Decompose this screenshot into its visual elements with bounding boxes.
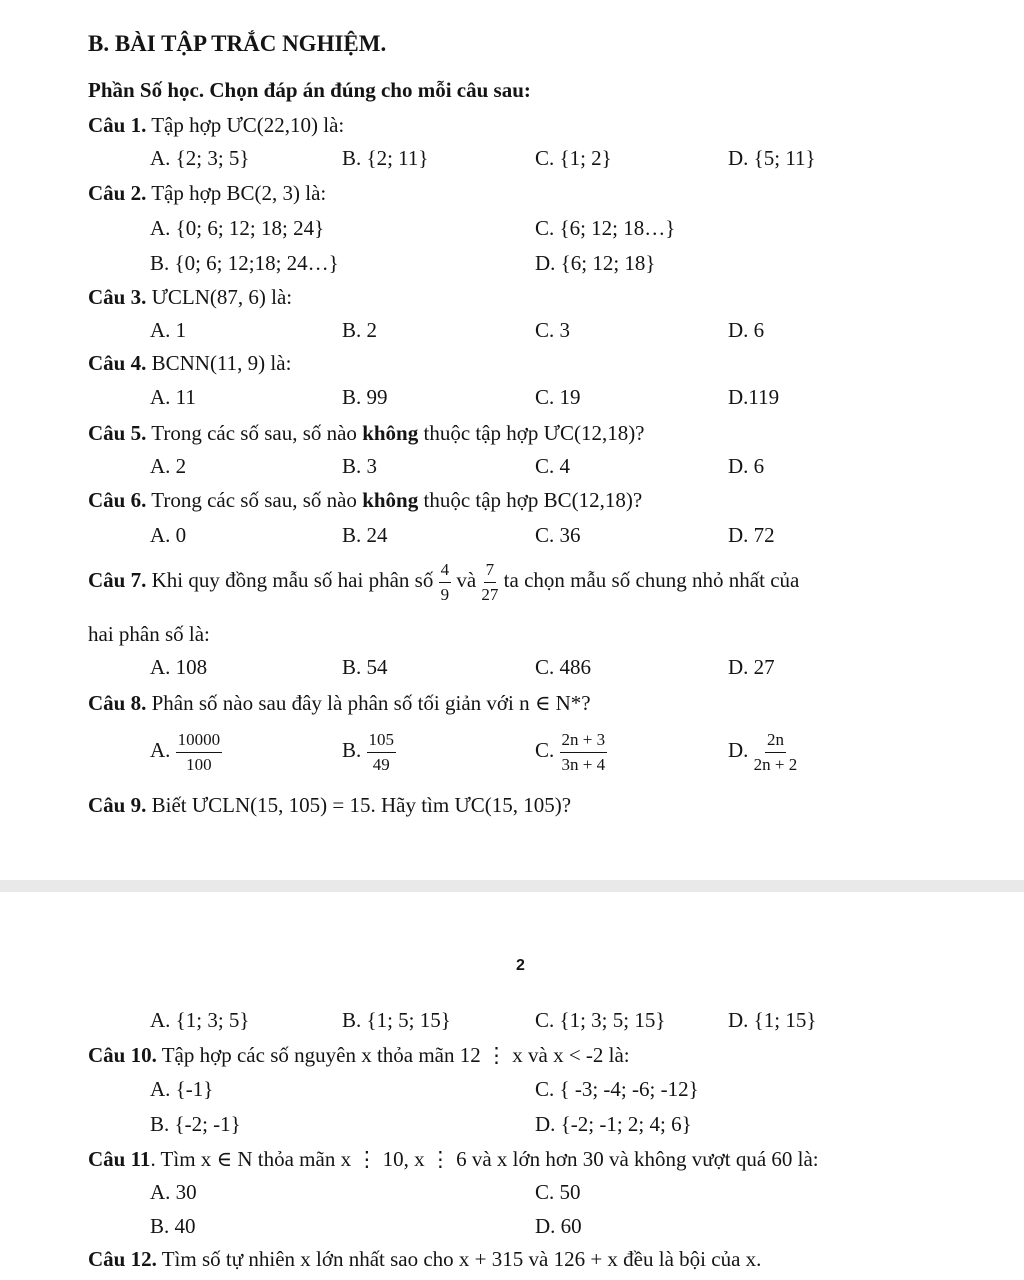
question-text: Phân số nào sau đây là phân số tối giản với n ∈ N*? — [146, 691, 591, 715]
question-text: Tập hợp ƯC(22,10) là: — [146, 113, 345, 137]
question-3 — [88, 287, 292, 308]
q1-option-d: D. {5; 11} — [728, 146, 816, 170]
fraction-4-9 — [439, 560, 452, 604]
question-5 — [88, 423, 645, 444]
question-6 — [88, 490, 642, 511]
q10-option-b: B. {-2; -1} — [150, 1112, 241, 1136]
instruction: Phần Số học. Chọn đáp án đúng cho mỗi câu sau: — [88, 78, 531, 102]
question-label: Câu 12. — [88, 1247, 157, 1271]
fraction — [754, 730, 798, 774]
question-text: ƯCLN(87, 6) là: — [146, 285, 293, 309]
q7-option-b: B. 54 — [342, 655, 388, 679]
option-label: C. — [535, 737, 555, 762]
page-break — [0, 880, 1024, 892]
question-text: . Tìm x ∈ N thỏa mãn x ⋮ 10, x ⋮ 6 và x lớn hơn 30 và không vượt quá 60 là: — [150, 1147, 819, 1171]
q9-option-b: B. {1; 5; 15} — [342, 1008, 451, 1032]
question-label: Câu 4. — [88, 351, 147, 375]
fraction-denominator: 2n + 2 — [753, 754, 798, 774]
fraction-numerator: 105 — [367, 730, 397, 753]
q2-option-b: B. {0; 6; 12;18; 24…} — [150, 251, 339, 275]
section-title: B. BÀI TẬP TRẮC NGHIỆM. — [88, 31, 387, 56]
question-10 — [88, 1045, 630, 1066]
question-text: Khi quy đồng mẫu số hai phân số — [146, 567, 439, 592]
q6-option-a: A. 0 — [150, 523, 187, 547]
fraction — [176, 730, 223, 774]
q2-option-a: A. {0; 6; 12; 18; 24} — [150, 216, 325, 240]
q11-option-b: B. 40 — [150, 1214, 196, 1238]
fraction-numerator: 2n — [765, 730, 786, 753]
q11-option-a: A. 30 — [150, 1180, 197, 1204]
q4-option-b: B. 99 — [342, 385, 388, 409]
question-4 — [88, 353, 291, 374]
fraction-denominator: 27 — [481, 584, 499, 604]
emphasis-text: không — [362, 488, 419, 512]
q3-option-d: D. 6 — [728, 318, 765, 342]
q3-option-c: C. 3 — [535, 318, 571, 342]
question-label: Câu 5. — [88, 421, 147, 445]
q10-option-c: C. { -3; -4; -6; -12} — [535, 1077, 699, 1101]
question-9 — [88, 795, 571, 816]
q11-option-c: C. 50 — [535, 1180, 581, 1204]
question-label: Câu 1. — [88, 113, 147, 137]
fraction-denominator: 49 — [372, 754, 390, 774]
question-label: Câu 2. — [88, 181, 147, 205]
q7-option-d: D. 27 — [728, 655, 775, 679]
emphasis-text: không — [362, 421, 419, 445]
question-7-line-2: hai phân số là: — [88, 622, 210, 646]
q3-option-a: A. 1 — [150, 318, 187, 342]
q2-option-d: D. {6; 12; 18} — [535, 251, 656, 275]
question-11 — [88, 1149, 819, 1170]
q5-option-b: B. 3 — [342, 454, 378, 478]
q9-option-c: C. {1; 3; 5; 15} — [535, 1008, 666, 1032]
option-label: D. — [728, 737, 749, 762]
q7-option-c: C. 486 — [535, 655, 592, 679]
q8-option-b — [342, 730, 396, 774]
q4-option-c: C. 19 — [535, 385, 581, 409]
question-text: ta chọn mẫu số chung nhỏ nhất của — [498, 567, 800, 592]
q6-option-d: D. 72 — [728, 523, 775, 547]
question-8 — [88, 693, 591, 714]
question-text: thuộc tập hợp ƯC(12,18)? — [418, 421, 645, 445]
question-text: Tập hợp BC(2, 3) là: — [146, 181, 327, 205]
q1-option-c: C. {1; 2} — [535, 146, 612, 170]
question-2 — [88, 183, 326, 204]
question-7 — [88, 560, 799, 604]
q2-option-c: C. {6; 12; 18…} — [535, 216, 676, 240]
question-label: Câu 7. — [88, 567, 147, 592]
option-label: B. — [342, 737, 362, 762]
q8-option-d — [728, 730, 797, 774]
fraction-denominator: 9 — [440, 584, 450, 604]
question-label: Câu 8. — [88, 691, 147, 715]
q8-option-a — [150, 730, 222, 774]
question-12 — [88, 1249, 761, 1270]
fraction-numerator: 4 — [439, 560, 452, 583]
question-text: và — [451, 567, 482, 592]
q4-option-a: A. 11 — [150, 385, 196, 409]
question-label: Câu 9. — [88, 793, 147, 817]
question-text: BCNN(11, 9) là: — [146, 351, 292, 375]
q7-option-a: A. 108 — [150, 655, 208, 679]
fraction-numerator: 7 — [484, 560, 497, 583]
fraction-denominator: 100 — [186, 754, 212, 774]
question-label: Câu 10. — [88, 1043, 157, 1067]
q9-option-d: D. {1; 15} — [728, 1008, 817, 1032]
question-text: Biết ƯCLN(15, 105) = 15. Hãy tìm ƯC(15, 105)? — [146, 793, 572, 817]
fraction — [367, 730, 397, 774]
q6-option-c: C. 36 — [535, 523, 581, 547]
question-text: Trong các số sau, số nào — [146, 421, 363, 445]
q10-option-d: D. {-2; -1; 2; 4; 6} — [535, 1112, 692, 1136]
q5-option-d: D. 6 — [728, 454, 765, 478]
fraction-numerator: 10000 — [176, 730, 223, 753]
question-1 — [88, 115, 344, 136]
q1-option-b: B. {2; 11} — [342, 146, 429, 170]
option-label: A. — [150, 737, 171, 762]
q6-option-b: B. 24 — [342, 523, 388, 547]
question-text: thuộc tập hợp BC(12,18)? — [418, 488, 643, 512]
q8-option-c — [535, 730, 607, 774]
question-label: Câu 6. — [88, 488, 147, 512]
fraction-denominator: 3n + 4 — [561, 754, 606, 774]
question-text: Tìm số tự nhiên x lớn nhất sao cho x + 315 và 126 + x đều là bội của x. — [156, 1247, 762, 1271]
q10-option-a: A. {-1} — [150, 1077, 214, 1101]
question-text: Tập hợp các số nguyên x thỏa mãn 12 ⋮ x và x < -2 là: — [156, 1043, 630, 1067]
fraction-numerator: 2n + 3 — [560, 730, 608, 753]
question-text: Trong các số sau, số nào — [146, 488, 363, 512]
q4-option-d: D.119 — [728, 385, 780, 409]
page-number: 2 — [516, 957, 525, 974]
q9-option-a: A. {1; 3; 5} — [150, 1008, 250, 1032]
q5-option-c: C. 4 — [535, 454, 571, 478]
fraction — [560, 730, 608, 774]
fraction-7-27 — [481, 560, 498, 604]
question-label: Câu 11 — [88, 1147, 151, 1171]
q11-option-d: D. 60 — [535, 1214, 582, 1238]
q3-option-b: B. 2 — [342, 318, 378, 342]
question-label: Câu 3. — [88, 285, 147, 309]
q5-option-a: A. 2 — [150, 454, 187, 478]
q1-option-a: A. {2; 3; 5} — [150, 146, 250, 170]
